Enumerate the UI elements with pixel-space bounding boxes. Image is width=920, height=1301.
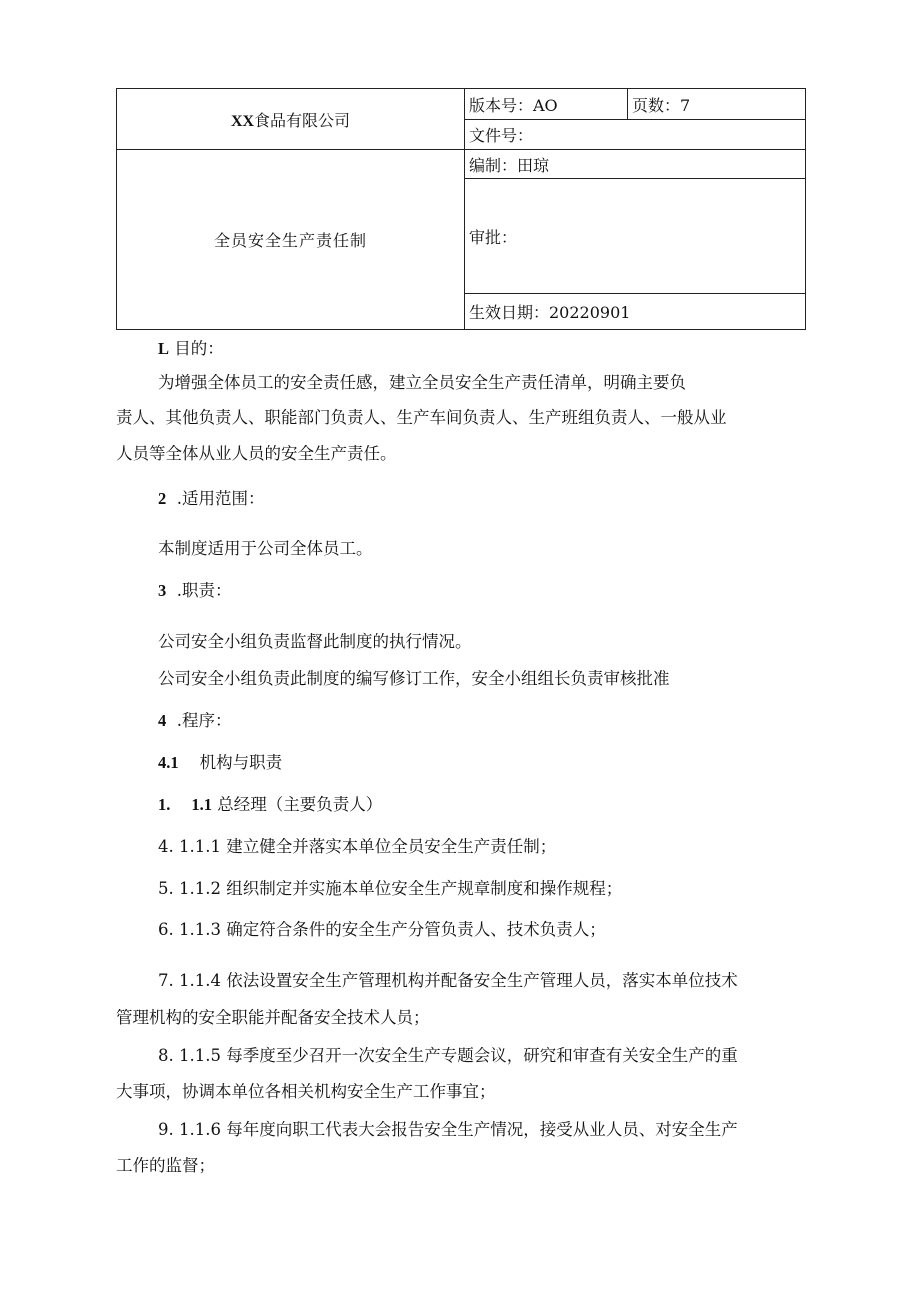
item-1-1-4-line-1: 7. 1.1.4 依法设置安全生产管理机构并配备安全生产管理人员，落实本单位技术 <box>158 971 738 990</box>
section-1-paragraph-line-2: 责人、其他负责人、职能部门负责人、生产车间负责人、生产班组负责人、一般从业 <box>116 408 727 427</box>
item-1-1-6-line-2: 工作的监督； <box>116 1156 215 1175</box>
section-3-paragraph-1: 公司安全小组负责监督此制度的执行情况。 <box>158 632 472 651</box>
item-1-1-4-line-2: 管理机构的安全职能并配备安全技术人员； <box>116 1008 430 1027</box>
document-title: 全员安全生产责任制 <box>117 150 465 330</box>
section-1-heading: L 目的： <box>158 339 224 358</box>
section-1-paragraph-line-3: 人员等全体从业人员的安全生产责任。 <box>116 444 397 463</box>
item-1-1-2: 5. 1.1.2 组织制定并实施本单位安全生产规章制度和操作规程； <box>158 879 623 898</box>
item-1-1: 1. 1.1 总经理（主要负责人） <box>158 795 383 814</box>
section-4-heading: 4 .程序： <box>158 711 232 730</box>
company-name: XX食品有限公司 <box>117 89 465 150</box>
section-3-paragraph-2: 公司安全小组负责此制度的编写修订工作，安全小组组长负责审核批准 <box>158 669 670 688</box>
section-3-heading: 3 .职责： <box>158 581 232 600</box>
file-number: 文件号： <box>465 120 806 150</box>
section-2-paragraph: 本制度适用于公司全体员工。 <box>158 539 373 558</box>
section-4-1-heading: 4.1 机构与职责 <box>158 753 283 772</box>
page-count: 页数：7 <box>628 89 806 120</box>
item-1-1-5-line-1: 8. 1.1.5 每季度至少召开一次安全生产专题会议，研究和审查有关安全生产的重 <box>158 1046 738 1065</box>
section-1-paragraph-line-1: 为增强全体员工的安全责任感，建立全员安全生产责任清单，明确主要负 <box>158 373 686 392</box>
approved-by: 审批： <box>465 179 806 294</box>
item-1-1-5-line-2: 大事项，协调本单位各相关机构安全生产工作事宜； <box>116 1082 496 1101</box>
section-2-heading: 2 .适用范围： <box>158 489 265 508</box>
prepared-by: 编制：田琼 <box>465 150 806 179</box>
item-1-1-1: 4. 1.1.1 建立健全并落实本单位全员安全生产责任制； <box>158 837 557 856</box>
effective-date: 生效日期：20220901 <box>465 294 806 330</box>
document-header-table <box>116 88 806 330</box>
item-1-1-3: 6. 1.1.3 确定符合条件的安全生产分管负责人、技术负责人； <box>158 920 606 939</box>
item-1-1-6-line-1: 9. 1.1.6 每年度向职工代表大会报告安全生产情况，接受从业人员、对安全生产 <box>158 1120 738 1139</box>
version-number: 版本号：AO <box>465 89 628 120</box>
